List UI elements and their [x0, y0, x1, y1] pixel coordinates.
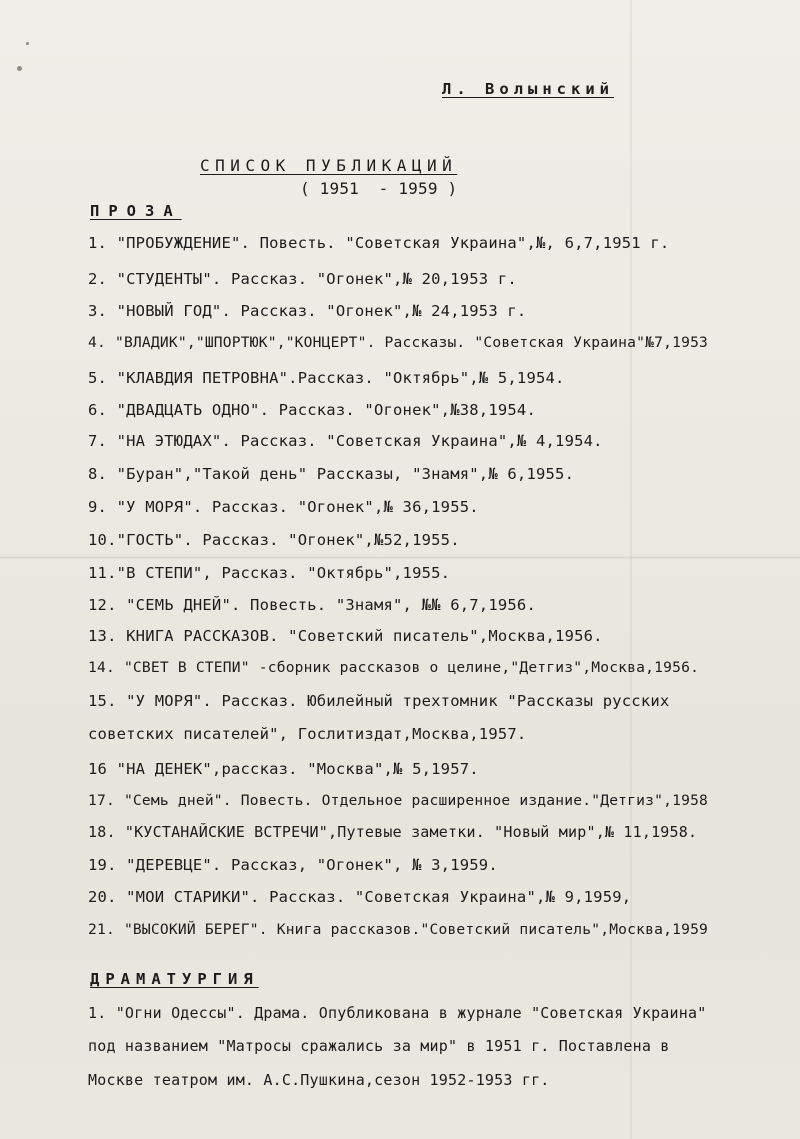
prose-item: 4. "ВЛАДИК","ШПОРТЮК","КОНЦЕРТ". Рассказы. "Советская Украина"№7,1953	[88, 334, 709, 351]
staple-hole	[17, 66, 22, 71]
paper-fold-crease-vertical	[630, 0, 632, 1139]
prose-item: 17. "Семь дней". Повесть. Отдельное расширенное издание."Детгиз",1958	[88, 792, 709, 809]
prose-item: 1. "ПРОБУЖДЕНИЕ". Повесть. "Советская Украина",№, 6,7,1951 г.	[88, 234, 670, 252]
prose-item: 6. "ДВАДЦАТЬ ОДНО". Рассказ. "Огонек",№38,1954.	[88, 401, 536, 419]
author-name: Л. Волынский	[442, 80, 614, 98]
prose-item: 16 "НА ДЕНЕК",рассказ. "Москва",№ 5,1957.	[88, 760, 479, 778]
prose-item: 8. "Буран","Такой день" Рассказы, "Знамя",№ 6,1955.	[88, 465, 575, 483]
prose-item: 10."ГОСТЬ". Рассказ. "Огонек",№52,1955.	[88, 531, 460, 549]
document-years: ( 1951 - 1959 )	[300, 179, 458, 198]
prose-item-continuation: советских писателей", Гослитиздат,Москва,1957.	[88, 725, 527, 743]
paper-fold-crease	[0, 556, 800, 559]
prose-item: 12. "СЕМЬ ДНЕЙ". Повесть. "Знамя", №№ 6,7,1956.	[88, 596, 536, 614]
drama-line: Москве театром им. А.С.Пушкина,сезон 1952-1953 гг.	[88, 1071, 550, 1089]
prose-item: 13. КНИГА РАССКАЗОВ. "Советский писатель",Москва,1956.	[88, 627, 603, 645]
prose-item: 7. "НА ЭТЮДАХ". Рассказ. "Советская Украина",№ 4,1954.	[88, 432, 603, 450]
prose-item: 14. "СВЕТ В СТЕПИ" -сборник рассказов о целине,"Детгиз",Москва,1956.	[88, 659, 700, 676]
staple-hole	[26, 42, 29, 45]
document-title: СПИСОК ПУБЛИКАЦИЙ	[200, 156, 458, 175]
prose-item: 15. "У МОРЯ". Рассказ. Юбилейный трехтомник "Рассказы русских	[88, 692, 670, 710]
section-heading-prose: ПРОЗА	[90, 202, 182, 220]
prose-item: 21. "ВЫСОКИЙ БЕРЕГ". Книга рассказов."Советский писатель",Москва,1959	[88, 921, 709, 938]
prose-item: 20. "МОИ СТАРИКИ". Рассказ. "Советская Украина",№ 9,1959,	[88, 888, 632, 906]
section-heading-drama: ДРАМАТУРГИЯ	[90, 970, 259, 988]
prose-item: 18. "КУСТАНАЙСКИЕ ВСТРЕЧИ",Путевые заметки. "Новый мир",№ 11,1958.	[88, 823, 698, 841]
prose-item: 2. "СТУДЕНТЫ". Рассказ. "Огонек",№ 20,1953 г.	[88, 270, 517, 288]
prose-item: 9. "У МОРЯ". Рассказ. "Огонек",№ 36,1955.	[88, 498, 479, 516]
drama-line: 1. "Огни Одессы". Драма. Опубликована в журнале "Советская Украина"	[88, 1004, 707, 1022]
prose-item: 3. "НОВЫЙ ГОД". Рассказ. "Огонек",№ 24,1953 г.	[88, 302, 527, 320]
prose-item: 19. "ДЕРЕВЦЕ". Рассказ, "Огонек", № 3,1959.	[88, 856, 498, 874]
drama-line: под названием "Матросы сражались за мир" в 1951 г. Поставлена в	[88, 1037, 670, 1055]
prose-item: 11."В СТЕПИ", Рассказ. "Октябрь",1955.	[88, 564, 451, 582]
prose-item: 5. "КЛАВДИЯ ПЕТРОВНА".Рассказ. "Октябрь",№ 5,1954.	[88, 369, 565, 387]
